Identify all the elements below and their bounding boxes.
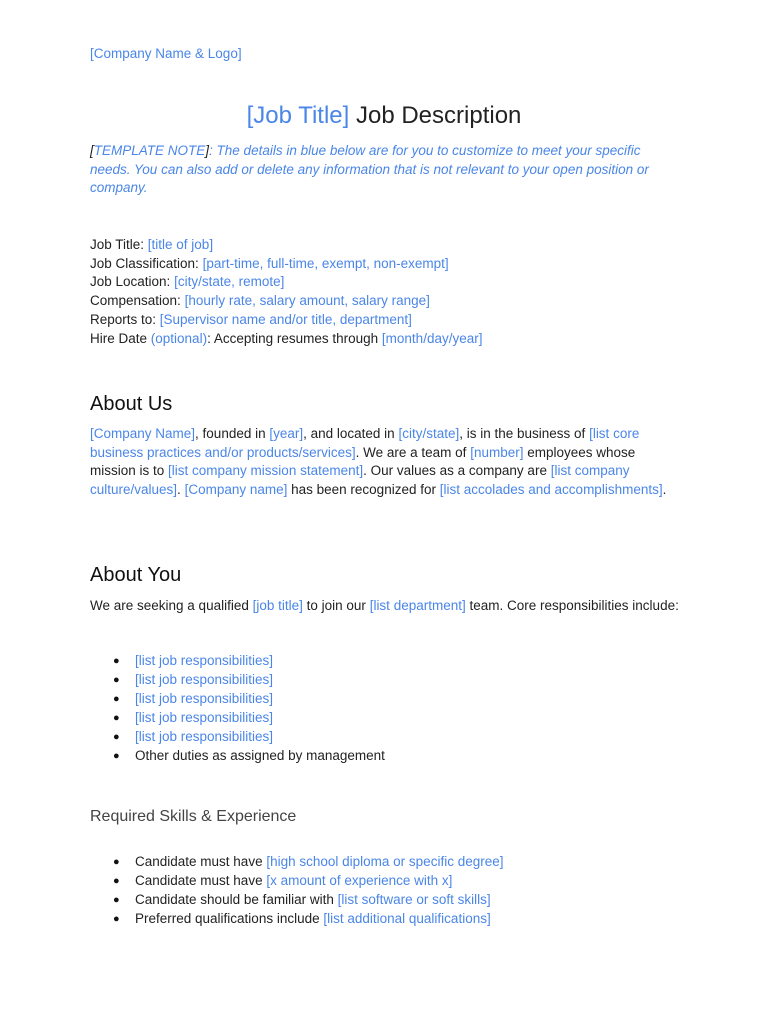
responsibility-placeholder: [list job responsibilities]: [135, 728, 274, 744]
detail-value: [hourly rate, salary amount, salary range]: [184, 293, 430, 309]
detail-label: Hire Date: [90, 330, 151, 346]
skill-prefix: Preferred qualifications include: [135, 910, 324, 926]
bullet-icon: ●: [113, 711, 120, 724]
list-item: [90, 891, 503, 910]
text-run: , is in the business of: [459, 426, 590, 441]
template-note-label: TEMPLATE NOTE: [93, 143, 206, 158]
template-note: [90, 142, 680, 198]
list-item: [90, 690, 385, 709]
other-duties-text: Other duties as assigned by management: [135, 747, 385, 763]
detail-compensation: [90, 292, 680, 311]
company-logo-placeholder: [Company Name & Logo]: [90, 46, 242, 61]
values-placeholder: [list company culture/values]: [90, 463, 630, 498]
text-run: team. Core responsibilities include:: [465, 598, 679, 613]
skill-placeholder: [list additional qualifications]: [323, 910, 491, 926]
detail-label: Job Title:: [90, 237, 148, 252]
job-title-placeholder: [job title]: [252, 598, 303, 613]
detail-job-title: [90, 236, 680, 255]
responsibility-placeholder: [list job responsibilities]: [135, 653, 274, 668]
list-item: [90, 747, 385, 766]
mission-placeholder: [list company mission statement]: [168, 463, 364, 479]
text-run: has been recognized for: [287, 482, 440, 498]
list-item: [90, 910, 503, 929]
detail-label: Compensation:: [90, 293, 185, 309]
city-state-placeholder: [city/state]: [398, 426, 460, 441]
text-run: employees whose mission is to: [90, 444, 636, 479]
detail-value: [city/state, remote]: [174, 274, 285, 290]
skill-prefix: Candidate should be familiar with: [135, 891, 338, 907]
detail-optional: (optional): [150, 330, 208, 346]
detail-value: [month/day/year]: [381, 330, 483, 346]
list-item: [90, 728, 385, 747]
list-item: [90, 652, 385, 671]
detail-value: [Supervisor name and/or title, department]: [159, 311, 412, 327]
skill-placeholder: [x amount of experience with x]: [266, 872, 453, 888]
title-suffix: Job Description: [349, 102, 522, 129]
bullet-icon: ●: [113, 749, 120, 762]
job-details: [90, 236, 680, 348]
company-name-placeholder: [Company Name]: [90, 426, 196, 441]
business-practices-placeholder: [list core business practices and/or products/services]: [90, 426, 640, 460]
about-you-paragraph: [90, 597, 680, 616]
job-title-placeholder: [Job Title]: [246, 102, 350, 129]
skill-prefix: Candidate must have: [135, 854, 267, 869]
document-title: [0, 100, 768, 132]
detail-location: [90, 273, 680, 292]
employee-number-placeholder: [number]: [470, 444, 524, 460]
detail-reports-to: [90, 311, 680, 330]
text-run: to join our: [302, 598, 370, 613]
responsibility-placeholder: [list job responsibilities]: [135, 690, 274, 706]
text-run: , founded in: [195, 426, 270, 441]
bullet-icon: ●: [113, 912, 120, 925]
skill-placeholder: [list software or soft skills]: [337, 891, 491, 907]
bullet-icon: ●: [113, 673, 120, 686]
list-item: [90, 709, 385, 728]
text-run: . Our values as a company are: [363, 463, 551, 479]
detail-text: : Accepting resumes through: [207, 330, 382, 346]
bullet-icon: ●: [113, 893, 120, 906]
responsibilities-list: [90, 652, 385, 765]
responsibility-placeholder: [list job responsibilities]: [135, 709, 274, 725]
skills-list: [90, 853, 503, 929]
detail-classification: [90, 255, 680, 274]
list-item: [90, 872, 503, 891]
skill-placeholder: [high school diploma or specific degree]: [266, 854, 504, 869]
template-note-bracket-open: [: [90, 143, 94, 158]
text-run: .: [177, 482, 185, 498]
bullet-icon: ●: [113, 692, 120, 705]
bullet-icon: ●: [113, 856, 120, 868]
detail-value: [part-time, full-time, exempt, non-exempt]: [202, 255, 449, 271]
text-run: . We are a team of: [355, 444, 471, 460]
required-skills-heading: Required Skills & Experience: [90, 808, 297, 825]
accolades-placeholder: [list accolades and accomplishments]: [439, 482, 663, 498]
about-us-paragraph: [90, 425, 680, 500]
detail-label: Reports to:: [90, 311, 160, 327]
detail-hire-date: [90, 330, 680, 349]
about-us-heading: About Us: [90, 393, 173, 415]
template-note-bracket-close: ]: [205, 143, 210, 158]
year-placeholder: [year]: [269, 426, 304, 441]
template-note-text: : The details in blue below are for you to customize to meet your specific needs. You can also add or delete any information that is not relevant to your open position or company.: [90, 143, 649, 196]
about-you-heading: About You: [90, 564, 182, 586]
detail-label: Job Classification:: [90, 255, 203, 271]
text-run: , and located in: [303, 426, 399, 441]
text-run: .: [662, 482, 667, 498]
department-placeholder: [list department]: [369, 598, 466, 613]
detail-value: [title of job]: [147, 237, 214, 252]
bullet-icon: ●: [113, 655, 120, 667]
responsibility-placeholder: [list job responsibilities]: [135, 671, 274, 687]
bullet-icon: ●: [113, 874, 120, 887]
text-run: We are seeking a qualified: [90, 598, 253, 613]
detail-label: Job Location:: [90, 274, 175, 290]
company-name-placeholder: [Company name]: [184, 482, 288, 498]
list-item: [90, 671, 385, 690]
skill-prefix: Candidate must have: [135, 872, 267, 888]
list-item: [90, 853, 503, 872]
bullet-icon: ●: [113, 730, 120, 743]
